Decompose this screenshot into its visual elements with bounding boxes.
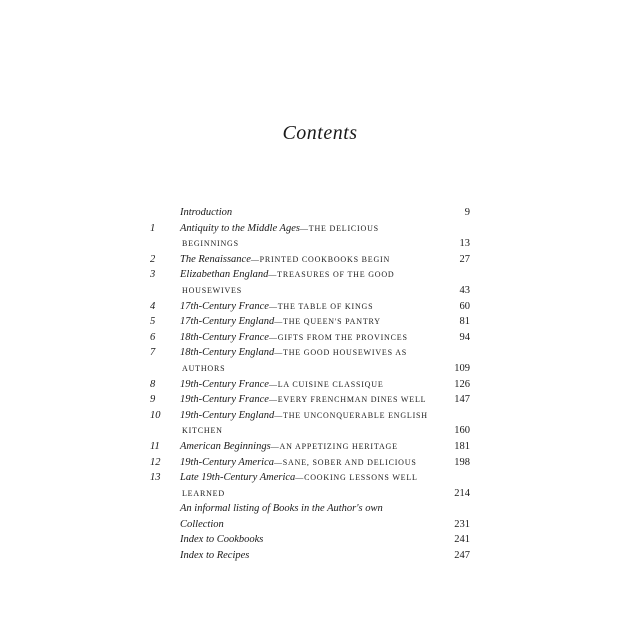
chapter-number: 4	[150, 300, 156, 312]
chapter-subtitle: AUTHORS	[182, 363, 226, 373]
chapter-title: 19th-Century England	[180, 409, 275, 421]
toc-entry	[150, 221, 470, 252]
toc-line	[150, 392, 470, 408]
chapter-subtitle: —COOKING LESSONS WELL	[295, 473, 418, 483]
entry-title	[180, 330, 408, 346]
toc-line	[150, 517, 470, 533]
toc-line	[150, 455, 470, 471]
entry-title	[180, 532, 263, 548]
entry-title	[180, 377, 384, 393]
chapter-title: Index to Recipes	[180, 550, 250, 562]
chapter-subtitle: —PRINTED COOKBOOKS BEGIN	[250, 254, 391, 264]
chapter-subtitle: —THE GOOD HOUSEWIVES AS	[274, 348, 408, 358]
toc-line	[150, 221, 470, 237]
chapter-number: 12	[150, 456, 161, 468]
toc-line	[150, 501, 470, 517]
page-number: 43	[459, 284, 470, 296]
chapter-number: 6	[150, 331, 156, 343]
entry-title	[180, 392, 426, 408]
toc-entry	[150, 532, 470, 548]
toc-line	[150, 548, 470, 564]
chapter-title: The Renaissance	[180, 253, 251, 265]
toc-entry	[150, 501, 470, 532]
entry-title	[180, 314, 381, 330]
entry-title	[180, 299, 373, 315]
toc-line	[150, 252, 470, 268]
toc-entry	[150, 205, 470, 221]
chapter-title: 17th-Century England	[180, 316, 275, 328]
chapter-number: 13	[150, 472, 161, 484]
chapter-number: 9	[150, 394, 156, 406]
toc-entry	[150, 345, 470, 376]
entry-title	[182, 361, 225, 377]
page-number: 241	[454, 534, 470, 546]
chapter-subtitle: LEARNED	[182, 488, 225, 498]
toc-line	[150, 345, 470, 361]
toc-line	[150, 532, 470, 548]
toc-entry	[150, 455, 470, 471]
toc-entry	[150, 470, 470, 501]
toc-entry	[150, 392, 470, 408]
chapter-number: 3	[150, 269, 156, 281]
toc-entry	[150, 267, 470, 298]
toc-entry	[150, 377, 470, 393]
toc-line	[150, 423, 470, 439]
chapter-title: 19th-Century France	[180, 394, 269, 406]
page-number: 160	[454, 425, 470, 437]
toc-entry	[150, 314, 470, 330]
toc-line	[150, 314, 470, 330]
chapter-subtitle: —GIFTS FROM THE PROVINCES	[268, 332, 408, 342]
entry-title	[180, 252, 390, 268]
toc-line	[150, 299, 470, 315]
toc-line	[150, 377, 470, 393]
page-number: 9	[464, 207, 470, 218]
chapter-title: 17th-Century France	[180, 300, 269, 312]
toc-entry	[150, 548, 470, 564]
chapter-title: Elizabethan England	[180, 269, 269, 281]
toc-line	[150, 283, 470, 299]
chapter-subtitle: —EVERY FRENCHMAN DINES WELL	[268, 395, 427, 405]
entry-title	[180, 439, 398, 455]
chapter-subtitle: —THE UNCONQUERABLE ENGLISH	[274, 410, 428, 420]
toc-line	[150, 236, 470, 252]
chapter-title: 18th-Century England	[180, 347, 275, 359]
entry-title	[182, 486, 225, 502]
chapter-number: 7	[150, 347, 156, 359]
page-number: 147	[454, 394, 470, 406]
chapter-subtitle: BEGINNINGS	[182, 239, 239, 249]
entry-title	[180, 548, 249, 564]
toc-line	[150, 267, 470, 283]
toc-line	[150, 408, 470, 424]
toc-line	[150, 470, 470, 486]
page-number: 81	[459, 316, 470, 328]
toc-line	[150, 361, 470, 377]
page-number: 27	[459, 253, 470, 265]
entry-title	[180, 470, 418, 486]
toc-entry	[150, 252, 470, 268]
page-number: 198	[454, 456, 470, 468]
chapter-subtitle: —THE DELICIOUS	[299, 223, 379, 233]
entry-title	[180, 345, 407, 361]
page-number: 13	[459, 238, 470, 250]
toc-line	[150, 330, 470, 346]
chapter-subtitle: —THE TABLE OF KINGS	[268, 301, 374, 311]
toc-entry	[150, 330, 470, 346]
page-number: 109	[454, 362, 470, 374]
chapter-number: 11	[150, 440, 160, 452]
toc-line	[150, 486, 470, 502]
chapter-subtitle: KITCHEN	[182, 426, 223, 436]
chapter-title: Late 19th-Century America	[180, 472, 296, 484]
page-number: 60	[459, 300, 470, 312]
chapter-title: American Beginnings	[180, 440, 271, 452]
chapter-title: An informal listing of Books in the Author's own	[180, 503, 383, 515]
page-number: 214	[454, 487, 470, 499]
chapter-title: 18th-Century France	[180, 331, 269, 343]
toc-line	[150, 439, 470, 455]
page-number: 247	[454, 550, 470, 562]
page-number: 94	[459, 331, 470, 343]
toc-entry	[150, 408, 470, 439]
entry-title	[180, 501, 383, 517]
entry-title	[182, 283, 242, 299]
chapter-title: Collection	[180, 518, 224, 530]
entry-title	[180, 517, 224, 533]
chapter-title: 19th-Century America	[180, 456, 274, 468]
page-number: 126	[454, 378, 470, 390]
page-number: 231	[454, 518, 470, 530]
toc-entry	[150, 299, 470, 315]
chapter-subtitle: —SANE, SOBER AND DELICIOUS	[274, 457, 417, 467]
entry-title	[180, 267, 395, 283]
toc-line	[150, 205, 470, 221]
entry-title	[180, 205, 232, 221]
chapter-number: 5	[150, 316, 156, 328]
chapter-number: 8	[150, 378, 156, 390]
entry-title	[182, 423, 223, 439]
entry-title	[180, 455, 417, 471]
chapter-subtitle: —TREASURES OF THE GOOD	[268, 270, 395, 280]
table-of-contents	[150, 205, 470, 564]
chapter-title: Index to Cookbooks	[180, 534, 264, 546]
chapter-title: Introduction	[180, 207, 233, 218]
chapter-subtitle: —THE QUEEN'S PANTRY	[274, 317, 381, 327]
chapter-number: 10	[150, 409, 161, 421]
entry-title	[182, 236, 239, 252]
chapter-subtitle: —AN APPETIZING HERITAGE	[270, 441, 398, 451]
chapter-title: 19th-Century France	[180, 378, 269, 390]
chapter-subtitle: —LA CUISINE CLASSIQUE	[268, 379, 384, 389]
chapter-number: 2	[150, 253, 156, 265]
toc-entry	[150, 439, 470, 455]
entry-title	[180, 408, 428, 424]
chapter-subtitle: HOUSEWIVES	[182, 285, 242, 295]
chapter-title: Antiquity to the Middle Ages	[180, 222, 300, 234]
page-number: 181	[454, 440, 470, 452]
page-title: Contents	[282, 122, 358, 144]
chapter-number: 1	[150, 222, 156, 234]
entry-title	[180, 221, 379, 237]
